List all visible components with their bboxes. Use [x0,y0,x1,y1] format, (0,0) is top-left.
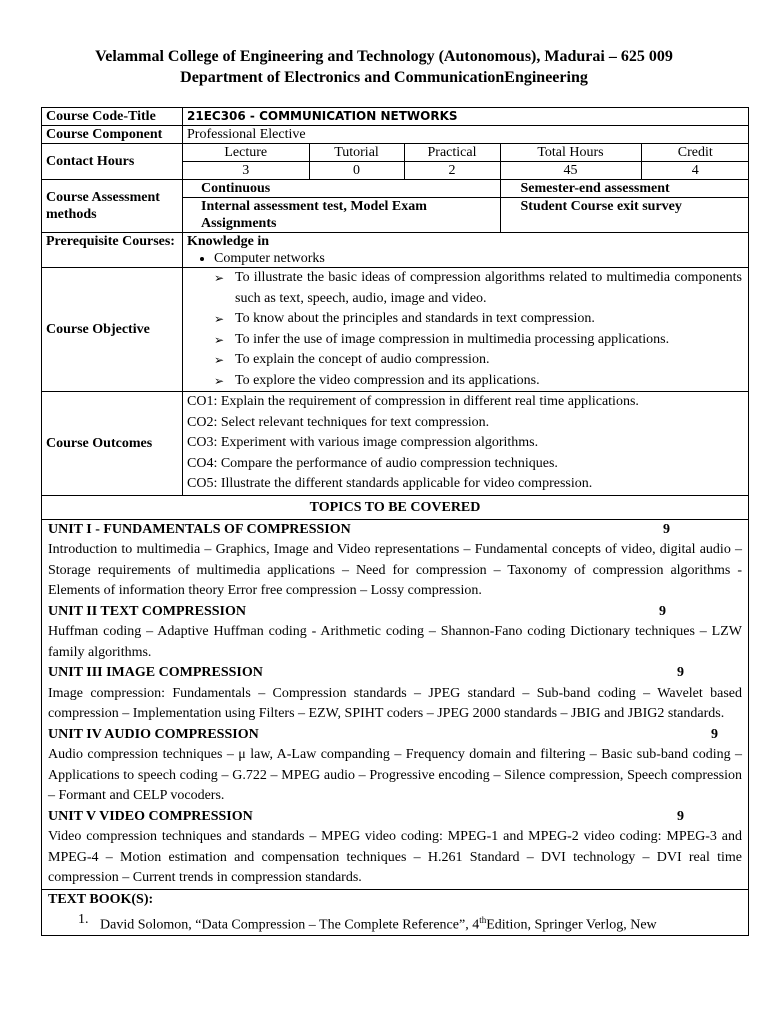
unit-hours: 9 [677,808,684,824]
list-item: CO2: Select relevant techniques for text compression. [187,414,490,430]
topics-heading: TOPICS TO BE COVERED [42,495,749,519]
unit-section [48,520,742,602]
unit-body: Image compression: Fundamentals – Compression standards – JPEG standard – Sub-band coding – Wavelet based compression – Implementation using Filters – EZW, SPIHT coders – JPEG 2000 standards – JBIG and JBIG2 standards. [48,685,742,721]
unit-section [48,807,742,889]
row-units [42,519,749,889]
prerequisite-list [187,250,744,267]
unit-hours: 9 [663,521,670,537]
assessment-table [183,180,749,232]
textbooks-heading: TEXT BOOK(S): [48,891,154,907]
assessment-continuous: Continuous [183,180,500,198]
row-topics-heading [42,495,749,519]
unit-title: UNIT IV AUDIO COMPRESSION [48,726,259,742]
contact-value: 0 [309,162,404,180]
row-contact-hours [42,144,749,180]
unit-body: Introduction to multimedia – Graphics, Image and Video representations – Fundamental concepts of video, digital audio – Storage requirements of multimedia applications – Need for compression – Taxonomy of compression algorithms - Elements of information theory Error free compression – Lossy compression. [48,542,742,598]
row-prerequisite [42,233,749,268]
course-component-label: Course Component [42,126,183,144]
contact-header: Total Hours [500,144,641,162]
contact-header: Tutorial [309,144,404,162]
list-item: • Computer networks [214,250,744,267]
college-title: Velammal College of Engineering and Technology (Autonomous), Madurai – 625 009 [95,48,673,65]
list-item: ➢ To illustrate the basic ideas of compression algorithms related to multimedia components such as text, speech, audio, image and video. [214,270,742,306]
contact-hours-table [183,144,749,179]
unit-body: Huffman coding – Adaptive Huffman coding - Arithmetic coding – Shannon-Fano coding Dictionary techniques – LZW family algorithms. [48,624,742,660]
unit-body: Video compression techniques and standards – MPEG video coding: MPEG-1 and MPEG-2 video coding: MPEG-3 and MPEG-4 – Motion estimation and compensation techniques – H.261 Standard – DVI technology – DVI real time compression – Current trends in compression standards. [48,829,742,885]
row-outcomes [42,392,749,496]
unit-hours: 9 [711,726,718,742]
unit-section [48,602,742,664]
assessment-internal: Internal assessment test, Model Exam Assignments [183,198,500,233]
arrow-bullet-icon: ➢ [214,332,225,347]
list-item: ➢ To infer the use of image compression in multimedia processing applications. [187,330,742,351]
list-item: CO3: Experiment with various image compression algorithms. [187,435,539,450]
prerequisite-label: Prerequisite Courses: [42,233,183,268]
contact-value: 45 [500,162,641,180]
contact-header: Credit [641,144,749,162]
syllabus-table [41,107,749,936]
textbook-number: 1. [78,911,89,927]
unit-section [48,663,742,725]
contact-value: 4 [641,162,749,180]
list-item: ➢ To explore the video compression and its applications. [187,371,742,392]
unit-title: UNIT V VIDEO COMPRESSION [48,808,253,824]
list-item: CO1: Explain the requirement of compression in different real time applications. [187,394,639,409]
unit-section [48,725,742,807]
unit-body: Audio compression techniques – μ law, A-Law companding – Frequency domain and filtering – Basic sub-band coding – Applications to speech coding – G.722 – MPEG audio – Progressive encoding – Silence compression, Speech compression – Formant and CELP vocoders. [48,747,742,803]
list-item: 1. David Solomon, “Data Compression – The Complete Reference”, 4thEdition, Springer Verlog, New [78,911,657,933]
arrow-bullet-icon: ➢ [214,271,225,285]
unit-hours: 9 [659,603,666,619]
contact-hours-value-row [183,162,749,180]
row-course-component [42,126,749,144]
course-component-value: Professional Elective [183,126,749,144]
list-item: CO5: Illustrate the different standards applicable for video compression. [187,476,593,491]
contact-header: Lecture [183,144,309,162]
row-course-code [42,108,749,126]
assessment-label: Course Assessment methods [42,180,183,233]
course-code-label: Course Code-Title [42,108,183,126]
unit-title: UNIT II TEXT COMPRESSION [48,603,247,619]
row-objective [42,268,749,392]
prerequisite-heading: Knowledge in [187,234,270,249]
contact-hours-header-row [183,144,749,162]
list-item: ➢ To explain the concept of audio compression. [187,350,742,371]
row-textbooks [42,889,749,936]
contact-header: Practical [404,144,500,162]
arrow-bullet-icon: ➢ [214,353,225,367]
contact-hours-label: Contact Hours [42,144,183,180]
objective-label: Course Objective [42,268,183,392]
arrow-bullet-icon: ➢ [214,312,225,326]
unit-title: UNIT III IMAGE COMPRESSION [48,665,263,680]
course-code-value: 21EC306 - COMMUNICATION NETWORKS [183,108,749,126]
objective-list [187,268,742,391]
contact-value: 3 [183,162,309,180]
unit-title: UNIT I - FUNDAMENTALS OF COMPRESSION [48,521,351,537]
assessment-semester-end: Semester-end assessment [500,180,749,198]
department-title: Department of Electronics and CommunicationEngineering [180,69,588,86]
arrow-bullet-icon: ➢ [214,373,225,388]
outcomes-label: Course Outcomes [42,392,183,496]
contact-value: 2 [404,162,500,180]
list-item: CO4: Compare the performance of audio compression techniques. [187,455,558,471]
unit-hours: 9 [677,665,684,680]
outcomes-list [183,392,749,496]
list-item: ➢ To know about the principles and standards in text compression. [187,309,742,330]
row-assessment [42,180,749,233]
assessment-exit-survey: Student Course exit survey [500,198,749,233]
